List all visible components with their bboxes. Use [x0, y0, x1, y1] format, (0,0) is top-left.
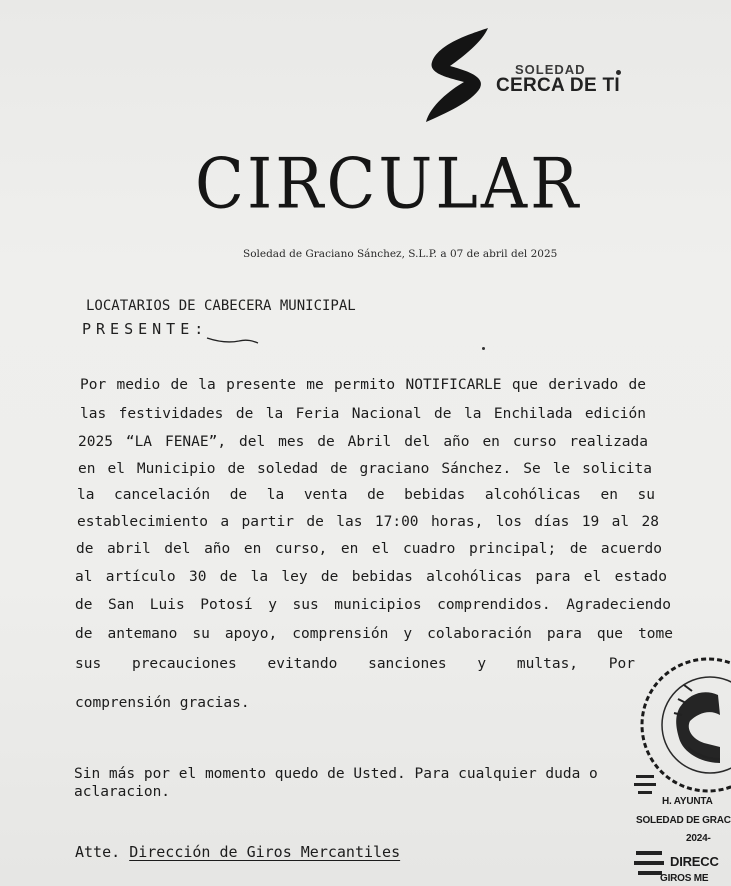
body-line: comprensión gracias. [75, 695, 250, 711]
body-line: en el Municipio de soledad de graciano Sánchez. Se le solicita [78, 461, 652, 477]
body-line: de antemano su apoyo, comprensión y colaboración para que tome [75, 626, 673, 642]
presente-line: PRESENTE: [82, 320, 209, 338]
body-line: 2025 “LA FENAE”, del mes de Abril del año en curso realizada [78, 434, 648, 450]
body-line: de abril del año en curso, en el cuadro principal; de acuerdo [76, 541, 662, 557]
seal-text: H. AYUNTA [662, 796, 713, 807]
signature-line [75, 843, 400, 861]
body-line: al artículo 30 de la ley de bebidas alcohólicas para el estado [75, 569, 667, 585]
seal-text: SOLEDAD DE GRAC [636, 815, 731, 826]
soledad-s-logo-icon [420, 22, 500, 132]
municipal-logo [420, 22, 640, 132]
date-line: Soledad de Graciano Sánchez, S.L.P. a 07 de abril del 2025 [243, 248, 558, 260]
official-seal-stamp [630, 655, 731, 886]
atte-label: Atte. [75, 843, 121, 861]
closing-line: Sin más por el momento quedo de Usted. Para cualquier duda o [74, 766, 598, 782]
logo-accent-dot [616, 70, 621, 75]
logo-soledad-text: SOLEDAD [515, 62, 586, 77]
body-line: de San Luis Potosí y sus municipios comprendidos. Agradeciendo [75, 597, 671, 613]
atte-department: Dirección de Giros Mercantiles [129, 843, 401, 861]
seal-text: GIROS ME [660, 873, 709, 884]
body-line: las festividades de la Feria Nacional de la Enchilada edición [80, 406, 646, 422]
document-title: CIRCULAR [195, 145, 582, 225]
body-line: la cancelación de la venta de bebidas alcohólicas en su [77, 487, 655, 503]
handwritten-underline [205, 334, 260, 346]
body-line: sus precauciones evitando sanciones y multas, Por [75, 656, 635, 672]
addressee: LOCATARIOS DE CABECERA MUNICIPAL [86, 298, 356, 314]
seal-text: DIRECC [670, 854, 719, 869]
closing-line: aclaracion. [74, 784, 171, 800]
seal-text: 2024- [686, 833, 711, 844]
body-line: Por medio de la presente me permito NOTIFICARLE que derivado de [80, 377, 646, 393]
body-line: establecimiento a partir de las 17:00 horas, los días 19 al 28 [77, 514, 659, 530]
ink-speck [482, 347, 485, 350]
eagle-emblem-icon [630, 655, 720, 886]
logo-cerca-de-ti-text: CERCA DE TI [496, 75, 620, 96]
